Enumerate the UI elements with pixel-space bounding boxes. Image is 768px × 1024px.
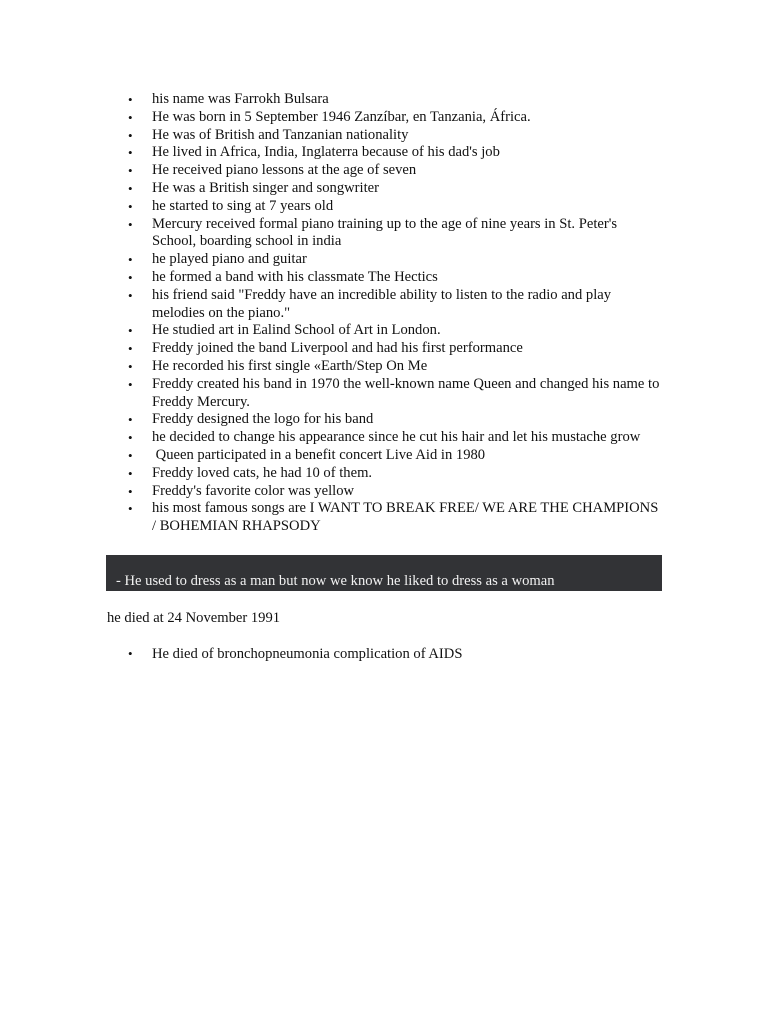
list-item: • he decided to change his appearance since he cut his hair and let his mustache grow [152, 429, 662, 447]
list-item: • He died of bronchopneumonia complication of AIDS [152, 645, 662, 663]
list-item: • he started to sing at 7 years old [152, 198, 662, 216]
cause-list [107, 645, 662, 663]
list-item: • Freddy designed the logo for his band [152, 411, 662, 429]
list-item: • he formed a band with his classmate The Hectics [152, 269, 662, 287]
list-item: • Freddy joined the band Liverpool and had his first performance [152, 340, 662, 358]
death-date-paragraph: he died at 24 November 1991 [107, 610, 281, 626]
list-item: • Freddy's favorite color was yellow [152, 483, 662, 501]
list-item: • his most famous songs are I WANT TO BREAK FREE/ WE ARE THE CHAMPIONS / BOHEMIAN RHAPSODY [152, 500, 662, 536]
list-item: • He recorded his first single «Earth/Step On Me [152, 358, 662, 376]
list-item: • He received piano lessons at the age of seven [152, 162, 662, 180]
list-item: • Freddy created his band in 1970 the well-known name Queen and changed his name to Freddy Mercury. [152, 376, 662, 412]
facts-list [107, 91, 662, 536]
list-item: • he played piano and guitar [152, 251, 662, 269]
list-item: • Mercury received formal piano training up to the age of nine years in St. Peter's School, boarding school in india [152, 216, 662, 252]
list-item: • He was a British singer and songwriter [152, 180, 662, 198]
highlight-band [106, 555, 662, 591]
list-item: • He studied art in Ealind School of Art in London. [152, 322, 662, 340]
list-item: • He was of British and Tanzanian nationality [152, 127, 662, 145]
list-item: • He was born in 5 September 1946 Zanzíbar, en Tanzania, África. [152, 109, 662, 127]
highlight-band-text: - He used to dress as a man but now we know he liked to dress as a woman [116, 573, 555, 589]
list-item: • Freddy loved cats, he had 10 of them. [152, 465, 662, 483]
list-item: • He lived in Africa, India, Inglaterra because of his dad's job [152, 144, 662, 162]
list-item: • his friend said "Freddy have an incredible ability to listen to the radio and play melodies on the piano." [152, 287, 662, 323]
list-item: • his name was Farrokh Bulsara [152, 91, 662, 109]
list-item: • Queen participated in a benefit concert Live Aid in 1980 [152, 447, 662, 465]
